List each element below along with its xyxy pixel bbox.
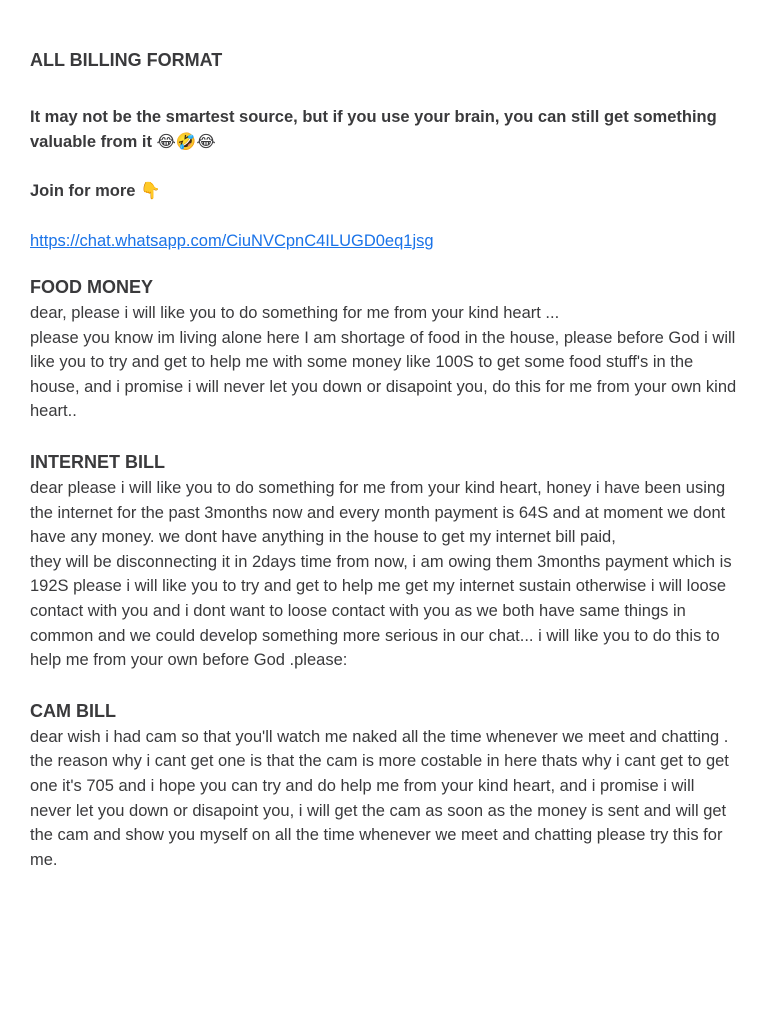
section-internet-bill — [30, 450, 738, 673]
document-title: ALL BILLING FORMAT — [30, 50, 223, 70]
intro-text: It may not be the smartest source, but if you use your brain, you can still get something valuable from it 😂🤣😂 — [30, 108, 717, 151]
section-title: INTERNET BILL — [30, 451, 165, 472]
join-text: Join for more 👇 — [30, 182, 161, 200]
section-cam-bill — [30, 699, 738, 873]
section-body: dear, please i will like you to do something for me from your kind heart ... please you know im living alone here I am shortage of food in the house, please before God i will like you to try and get to help me with some money like 100S to get some food stuff's in the house, and i promise i will never let you down or disapoint you, do this for me from your own kind heart.. — [30, 304, 737, 421]
section-title: FOOD MONEY — [30, 277, 154, 297]
section-body: dear wish i had cam so that you'll watch me naked all the time whenever we meet and chatting . the reason why i cant get one is that the cam is more costable in here thats why i cant get to get one it's 705 and i hope you can try and do help me from your kind heart, and i promise i will never let you down or disapoint you, i will get the cam as soon as the money is sent and will get the cam and show you myself on all the time whenever we meet and chatting please try this for me. — [30, 727, 729, 869]
section-title: CAM BILL — [30, 700, 116, 721]
section-food-money — [30, 275, 738, 424]
whatsapp-link[interactable]: https://chat.whatsapp.com/CiuNVCpnC4ILUGD0eq1jsg — [30, 232, 434, 250]
link-container — [30, 229, 738, 254]
section-body: dear please i will like you to do something for me from your kind heart, honey i have been using the internet for the past 3months now and every month payment is 64S and at moment we dont have any money. we dont have anything in the house to get my internet bill paid, they will be disconnecting it in 2days time from now, i am owing them 3months payment which is 192S please i will like you to try and get to help me get my internet sustain otherwise i will loose contact with you and i dont want to loose contact with you as we both have same things in common and we could develop something more serious in our chat... i will like you to do this to help me from your own before God .please: — [30, 478, 732, 670]
